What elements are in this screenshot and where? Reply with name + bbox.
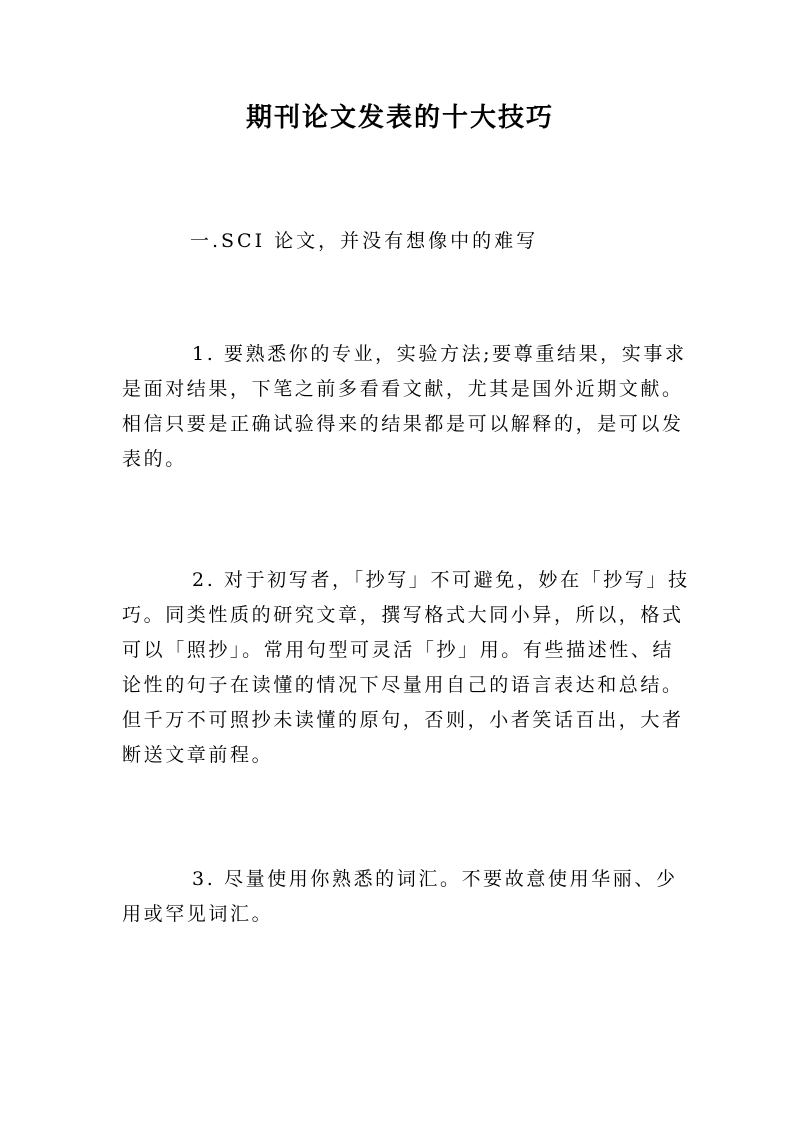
paragraph-line: 表的。 [122,448,187,470]
paragraph-line: 2. 对于初写者，「抄写」不可避免，妙在「抄写」技 [192,569,690,591]
paragraph-line: 断送文章前程。 [122,744,274,766]
paragraph-line: 相信只要是正确试验得来的结果都是可以解释的，是可以发 [122,413,684,435]
section-heading: 一.SCI 论文，并没有想像中的难写 [190,230,539,252]
document-title: 期刊论文发表的十大技巧 [245,103,554,133]
paragraph-line: 是面对结果，下笔之前多看看文献，尤其是国外近期文献。 [122,378,684,400]
paragraph-line: 但千万不可照抄未读懂的原句，否则，小者笑话百出，大者 [122,709,684,731]
paragraph-line: 用或罕见词汇。 [122,903,274,925]
paragraph-line: 巧。同类性质的研究文章，撰写格式大同小异，所以，格式 [122,604,684,626]
paragraph-line: 3. 尽量使用你熟悉的词汇。不要故意使用华丽、少 [192,868,678,890]
paragraph-line: 论性的句子在读懂的情况下尽量用自己的语言表达和总结。 [122,674,684,696]
paragraph-line: 1. 要熟悉你的专业，实验方法;要尊重结果，实事求 [192,343,687,365]
paragraph-line: 可以「照抄」。常用句型可灵活「抄」用。有些描述性、结 [122,639,675,661]
